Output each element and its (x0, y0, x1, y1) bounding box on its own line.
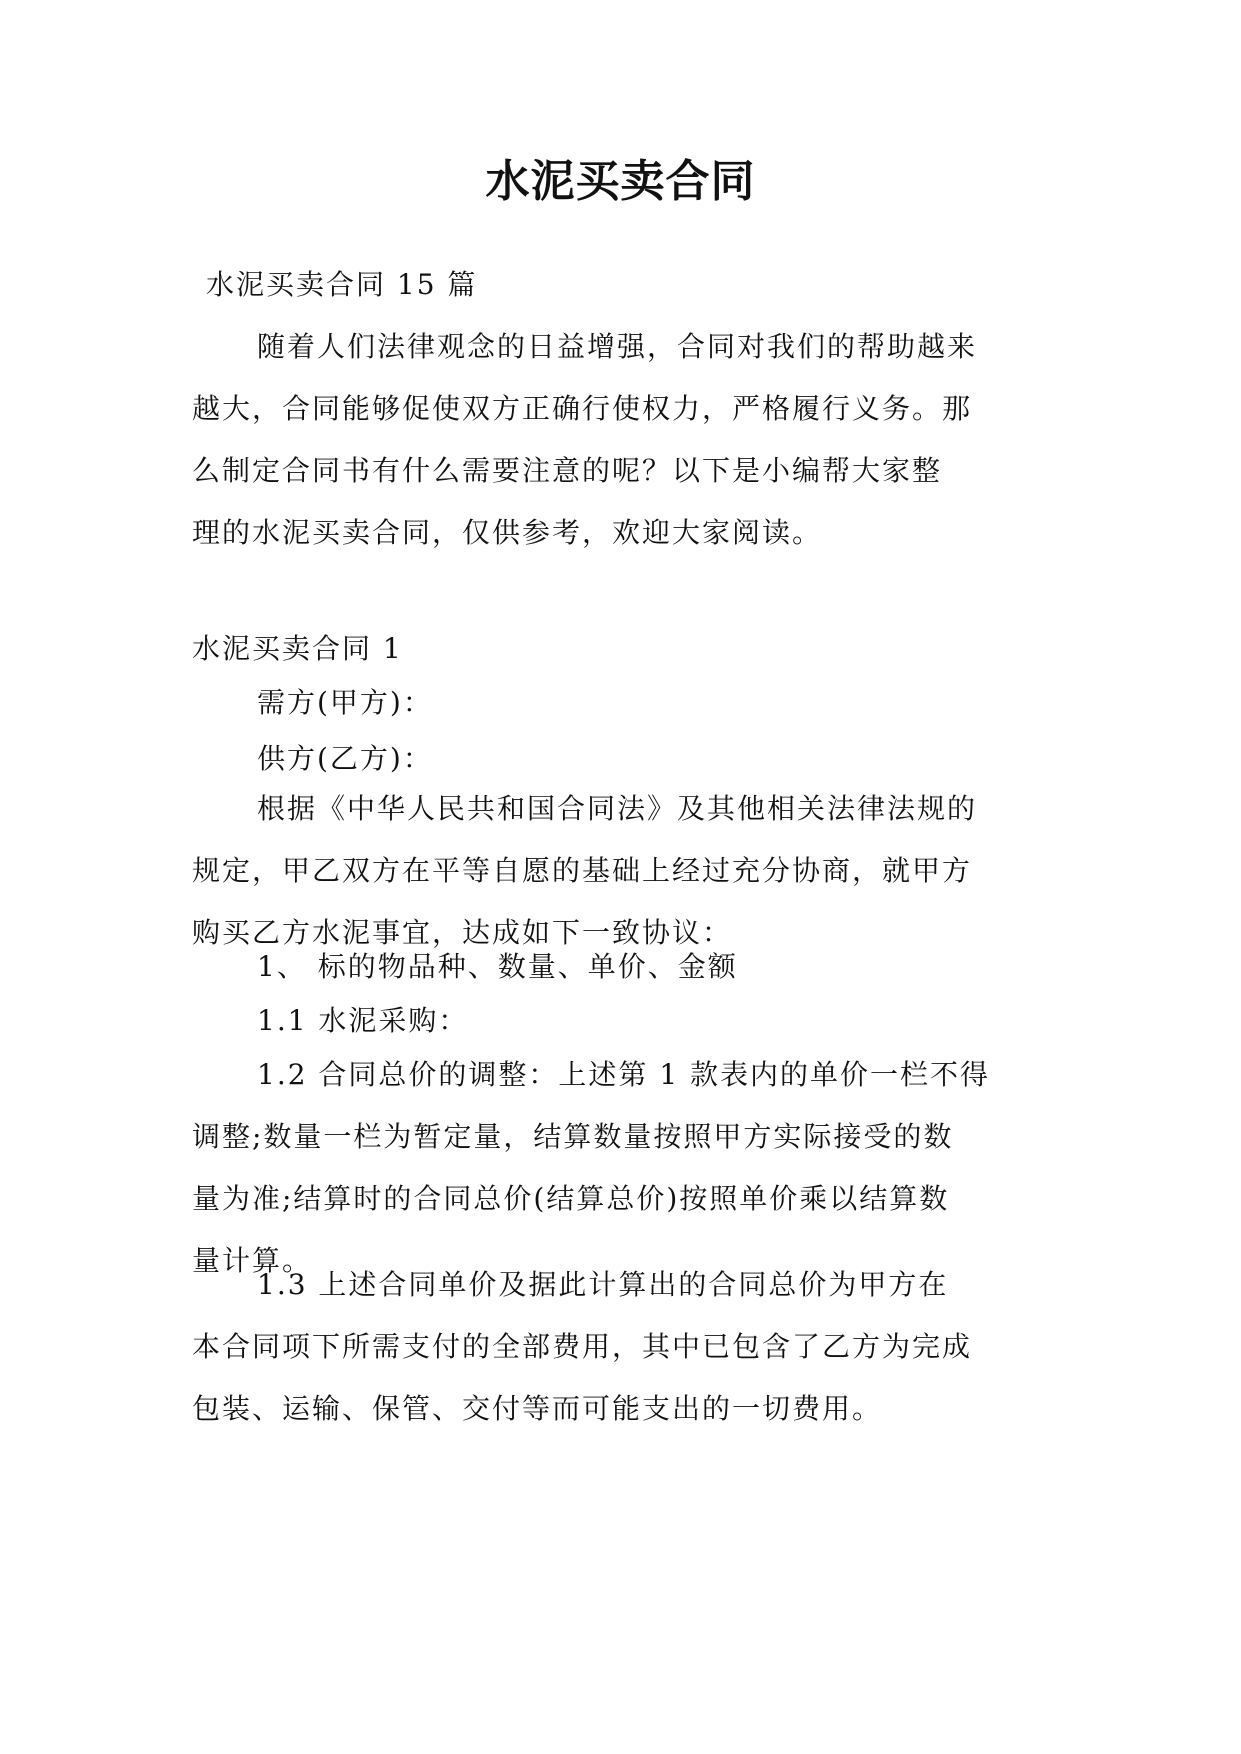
clause-1-3-line: 包装、运输、保管、交付等而可能支出的一切费用。 (192, 1392, 883, 1425)
party-a-line (192, 672, 1052, 734)
clause-1-1 (192, 990, 1052, 1052)
intro-paragraph (192, 316, 1052, 564)
party-b-label: 供方(乙方)： (257, 742, 433, 775)
document-title: 水泥买卖合同 (485, 156, 756, 207)
clause-1-3-line: 1.3 上述合同单价及据此计算出的合同总价为甲方在 (257, 1268, 949, 1301)
party-a-label: 需方(甲方)： (257, 686, 433, 719)
clause-1-2-line: 量为准;结算时的合同总价(结算总价)按照单价乘以结算数 (192, 1182, 950, 1215)
document-subtitle (192, 254, 1052, 316)
section-heading (192, 618, 1052, 680)
intro-line: 随着人们法律观念的日益增强，合同对我们的帮助越来 (257, 330, 978, 363)
clause-1-2-line: 量计算。 (192, 1244, 313, 1277)
clause-1-3-paragraph (192, 1254, 1052, 1440)
intro-line: 理的水泥买卖合同，仅供参考，欢迎大家阅读。 (192, 516, 823, 549)
clause-1-2-line: 调整;数量一栏为暂定量，结算数量按照甲方实际接受的数 (192, 1120, 954, 1153)
clause-1 (192, 936, 1052, 998)
intro-line: 么制定合同书有什么需要注意的呢？以下是小编帮大家整 (192, 454, 943, 487)
intro-line: 越大，合同能够促使双方正确行使权力，严格履行义务。那 (192, 392, 973, 425)
basis-line: 购买乙方水泥事宜，达成如下一致协议： (192, 916, 733, 949)
clause-1-3-line: 本合同项下所需支付的全部费用，其中已包含了乙方为完成 (192, 1330, 973, 1363)
subtitle-line: 水泥买卖合同 15 篇 (206, 268, 478, 301)
basis-line: 规定，甲乙双方在平等自愿的基础上经过充分协商，就甲方 (192, 854, 973, 887)
basis-line: 根据《中华人民共和国合同法》及其他相关法律法规的 (257, 792, 978, 825)
section-heading-line: 水泥买卖合同 1 (192, 632, 403, 665)
clause-1-2-line: 1.2 合同总价的调整：上述第 1 款表内的单价一栏不得 (257, 1058, 991, 1091)
clause-1-line: 1、 标的物品种、数量、单价、金额 (257, 950, 738, 983)
clause-1-1-line: 1.1 水泥采购： (257, 1004, 469, 1037)
